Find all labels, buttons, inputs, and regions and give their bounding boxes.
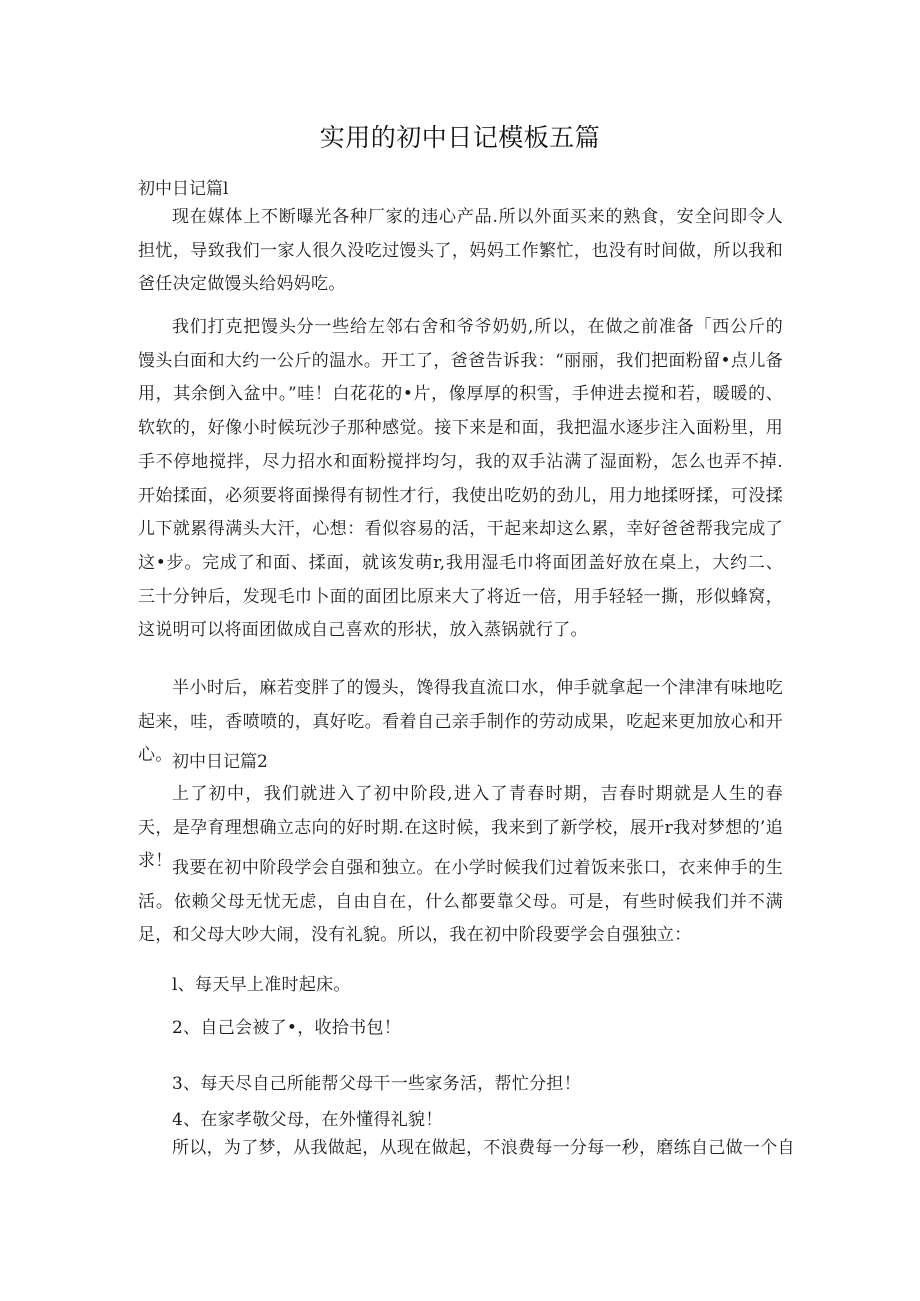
paragraph: 半小时后，麻若变胖了的馒头，馋得我直流口水，伸手就拿起一个津津有味地吃起来，哇，香喷喷的，真好吃。看着自己亲手制作的劳动成果，吃起来更加放心和开心。 bbox=[138, 678, 783, 766]
paragraph: 上了初中，我们就进入了初中阶段,进入了青春时期，吉春时期就是人生的春天，是孕育理想确立志向的好时期.在这时候，我来到了新学校，展开r我对梦想的’追求！ bbox=[138, 784, 783, 872]
paragraph: 现在媒体上不断曝光各种厂家的违心产品.所以外面买来的熟食，安全问即令人担忧，导致我们一家人很久没吃过馒头了，妈妈工作繁忙，也没有时间做，所以我和爸任决定做馒头给妈妈吃。 bbox=[138, 207, 783, 295]
section-heading-1: 初中日记篇l bbox=[138, 179, 229, 199]
page-title: 实用的初中日记模板五篇 bbox=[319, 123, 601, 152]
list-item: l、每天早上准时起床。 bbox=[172, 975, 351, 995]
paragraph: 我们打克把馒头分一些给左邻右舍和爷爷奶奶,所以，在做之前准备「西公斤的馒头白面和大约一公斤的温水。开工了，爸爸告诉我：“丽丽，我们把面粉留•点儿备用，其余倒入盆中。”哇！白花花的•片，像厚厚的积雪，手伸进去搅和若，暖暖的、软软的，好像小时候玩沙子那种感觉。接下来是和面，我把温水逐步注入面粉里，用手不停地搅拌，尽力招水和面粉搅拌均匀，我的双手沾满了湿面粉，怎么也弄不掉.开始揉面，必须要将面操得有韧性才行，我使出吃奶的劲儿，用力地揉呀揉，可没揉儿下就累得满头大汗，心想：看似容易的活，干起来却这么累，幸好爸爸帮我完成了这•步。完成了和面、揉面，就该发萌r,我用湿毛巾将面团盖好放在桌上，大约二、三十分钟后，发现毛巾卜面的面团比原来大了将近一倍，用手轻轻一撕，形似蜂窝，这说明可以将面团做成自己喜欢的形状，放入蒸锅就行了。 bbox=[138, 317, 783, 641]
section-heading-2: 初中日记篇2 bbox=[172, 752, 268, 772]
list-item: 2、自己会被了•，收拾书包！ bbox=[172, 1018, 402, 1038]
list-item: 4、在家孝敬父母，在外懂得礼貌！ bbox=[172, 1110, 443, 1130]
list-item: 3、每天尽自己所能帮父母干一些家务活，帮忙分担！ bbox=[172, 1074, 582, 1094]
closing-paragraph: 所以，为了梦，从我做起，从现在做起，不浪费每一分每一秒，磨练自己做一个自 bbox=[172, 1138, 795, 1158]
paragraph: 我要在初中阶段学会自强和独立。在小学时候我们过着饭来张口，衣来伸手的生活。依赖父母无忧无虑，自由自在，什么都要靠父母。可是，有些时候我们并不满足，和父母大吵大闹，没有礼貌。所以，我在初中阶段要学会自强独立： bbox=[138, 858, 783, 946]
